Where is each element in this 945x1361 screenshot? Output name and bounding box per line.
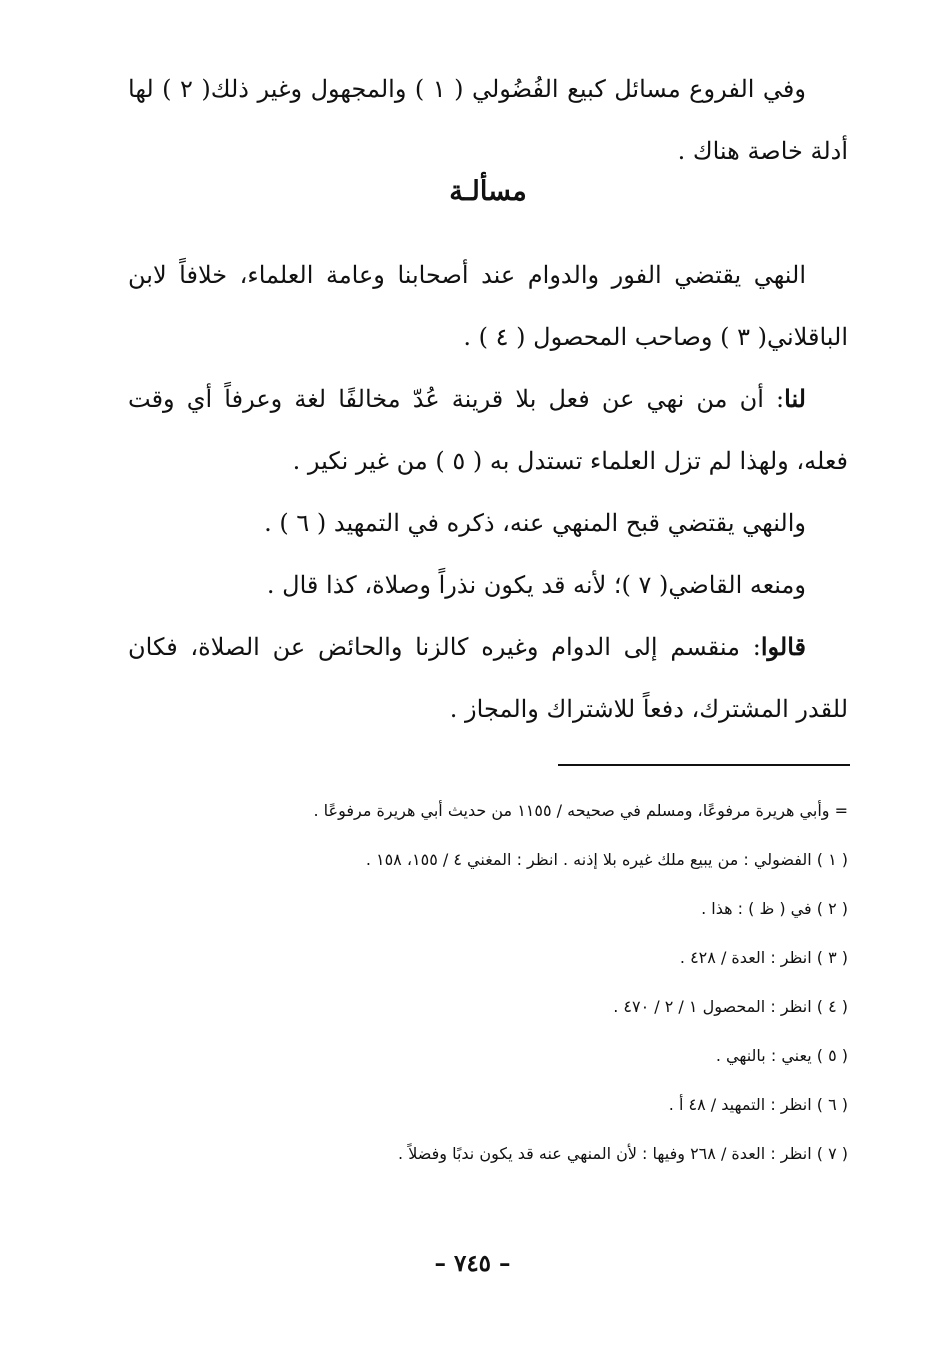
page-number: – ٧٤٥ – <box>434 1250 511 1277</box>
intro-paragraph-block <box>128 58 848 182</box>
tamhid-paragraph: والنهي يقتضي قبح المنهي عنه، ذكره في التمهيد ( ٦ ) . <box>264 509 806 537</box>
footnote-divider <box>558 764 850 766</box>
footnote-7: ( ٧ ) انظر : العدة / ٢٦٨ وفيها : لأن المنهي عنه قد يكون ندبًا وفضلاً . <box>398 1144 848 1163</box>
proof-text: : أن من نهي عن فعل بلا قرينة عُدّ مخالفًا لغة وعرفاً أي وقت فعله، ولهذا لم تزل العلماء تستدل به ( ٥ ) من غير نكير . <box>128 385 848 475</box>
footnotes-block <box>128 786 848 1178</box>
section-heading: مسألـة <box>449 176 527 207</box>
qadi-paragraph: ومنعه القاضي( ٧ )؛ لأنه قد يكون نذراً وصلاة، كذا قال . <box>266 571 806 599</box>
footnote-1: ( ١ ) الفضولي : من يبيع ملك غيره بلا إذنه . انظر : المغني ٤ / ١٥٥، ١٥٨ . <box>365 850 848 869</box>
body-text-block <box>128 244 848 740</box>
objection-text: : منقسم إلى الدوام وغيره كالزنا والحائض عن الصلاة، فكان للقدر المشترك، دفعاً للاشتراك والمجاز . <box>128 633 848 723</box>
footnote-6: ( ٦ ) انظر : التمهيد / ٤٨ أ . <box>668 1095 848 1114</box>
footnote-4: ( ٤ ) انظر : المحصول ١ / ٢ / ٤٧٠ . <box>613 997 848 1016</box>
intro-paragraph: وفي الفروع مسائل كبيع الفُضُولي ( ١ ) والمجهول وغير ذلك( ٢ ) لها أدلة خاصة هناك . <box>128 75 848 165</box>
objection-paragraph <box>128 616 848 740</box>
footnote-3: ( ٣ ) انظر : العدة / ٤٢٨ . <box>679 948 848 967</box>
objection-lead: قالوا <box>760 632 806 661</box>
proof-paragraph <box>128 368 848 492</box>
proof-lead: لنا <box>784 384 806 413</box>
footnote-5: ( ٥ ) يعني : بالنهي . <box>715 1046 848 1065</box>
footnote-continuation: = وأبي هريرة مرفوعًا، ومسلم في صحيحه / ١١٥٥ من حديث أبي هريرة مرفوعًا . <box>313 801 848 820</box>
thesis-paragraph: النهي يقتضي الفور والدوام عند أصحابنا وعامة العلماء، خلافاً لابن الباقلاني( ٣ ) وصاحب المحصول ( ٤ ) . <box>128 261 848 351</box>
footnote-2: ( ٢ ) في ( ظ ) : هذا . <box>701 899 848 918</box>
